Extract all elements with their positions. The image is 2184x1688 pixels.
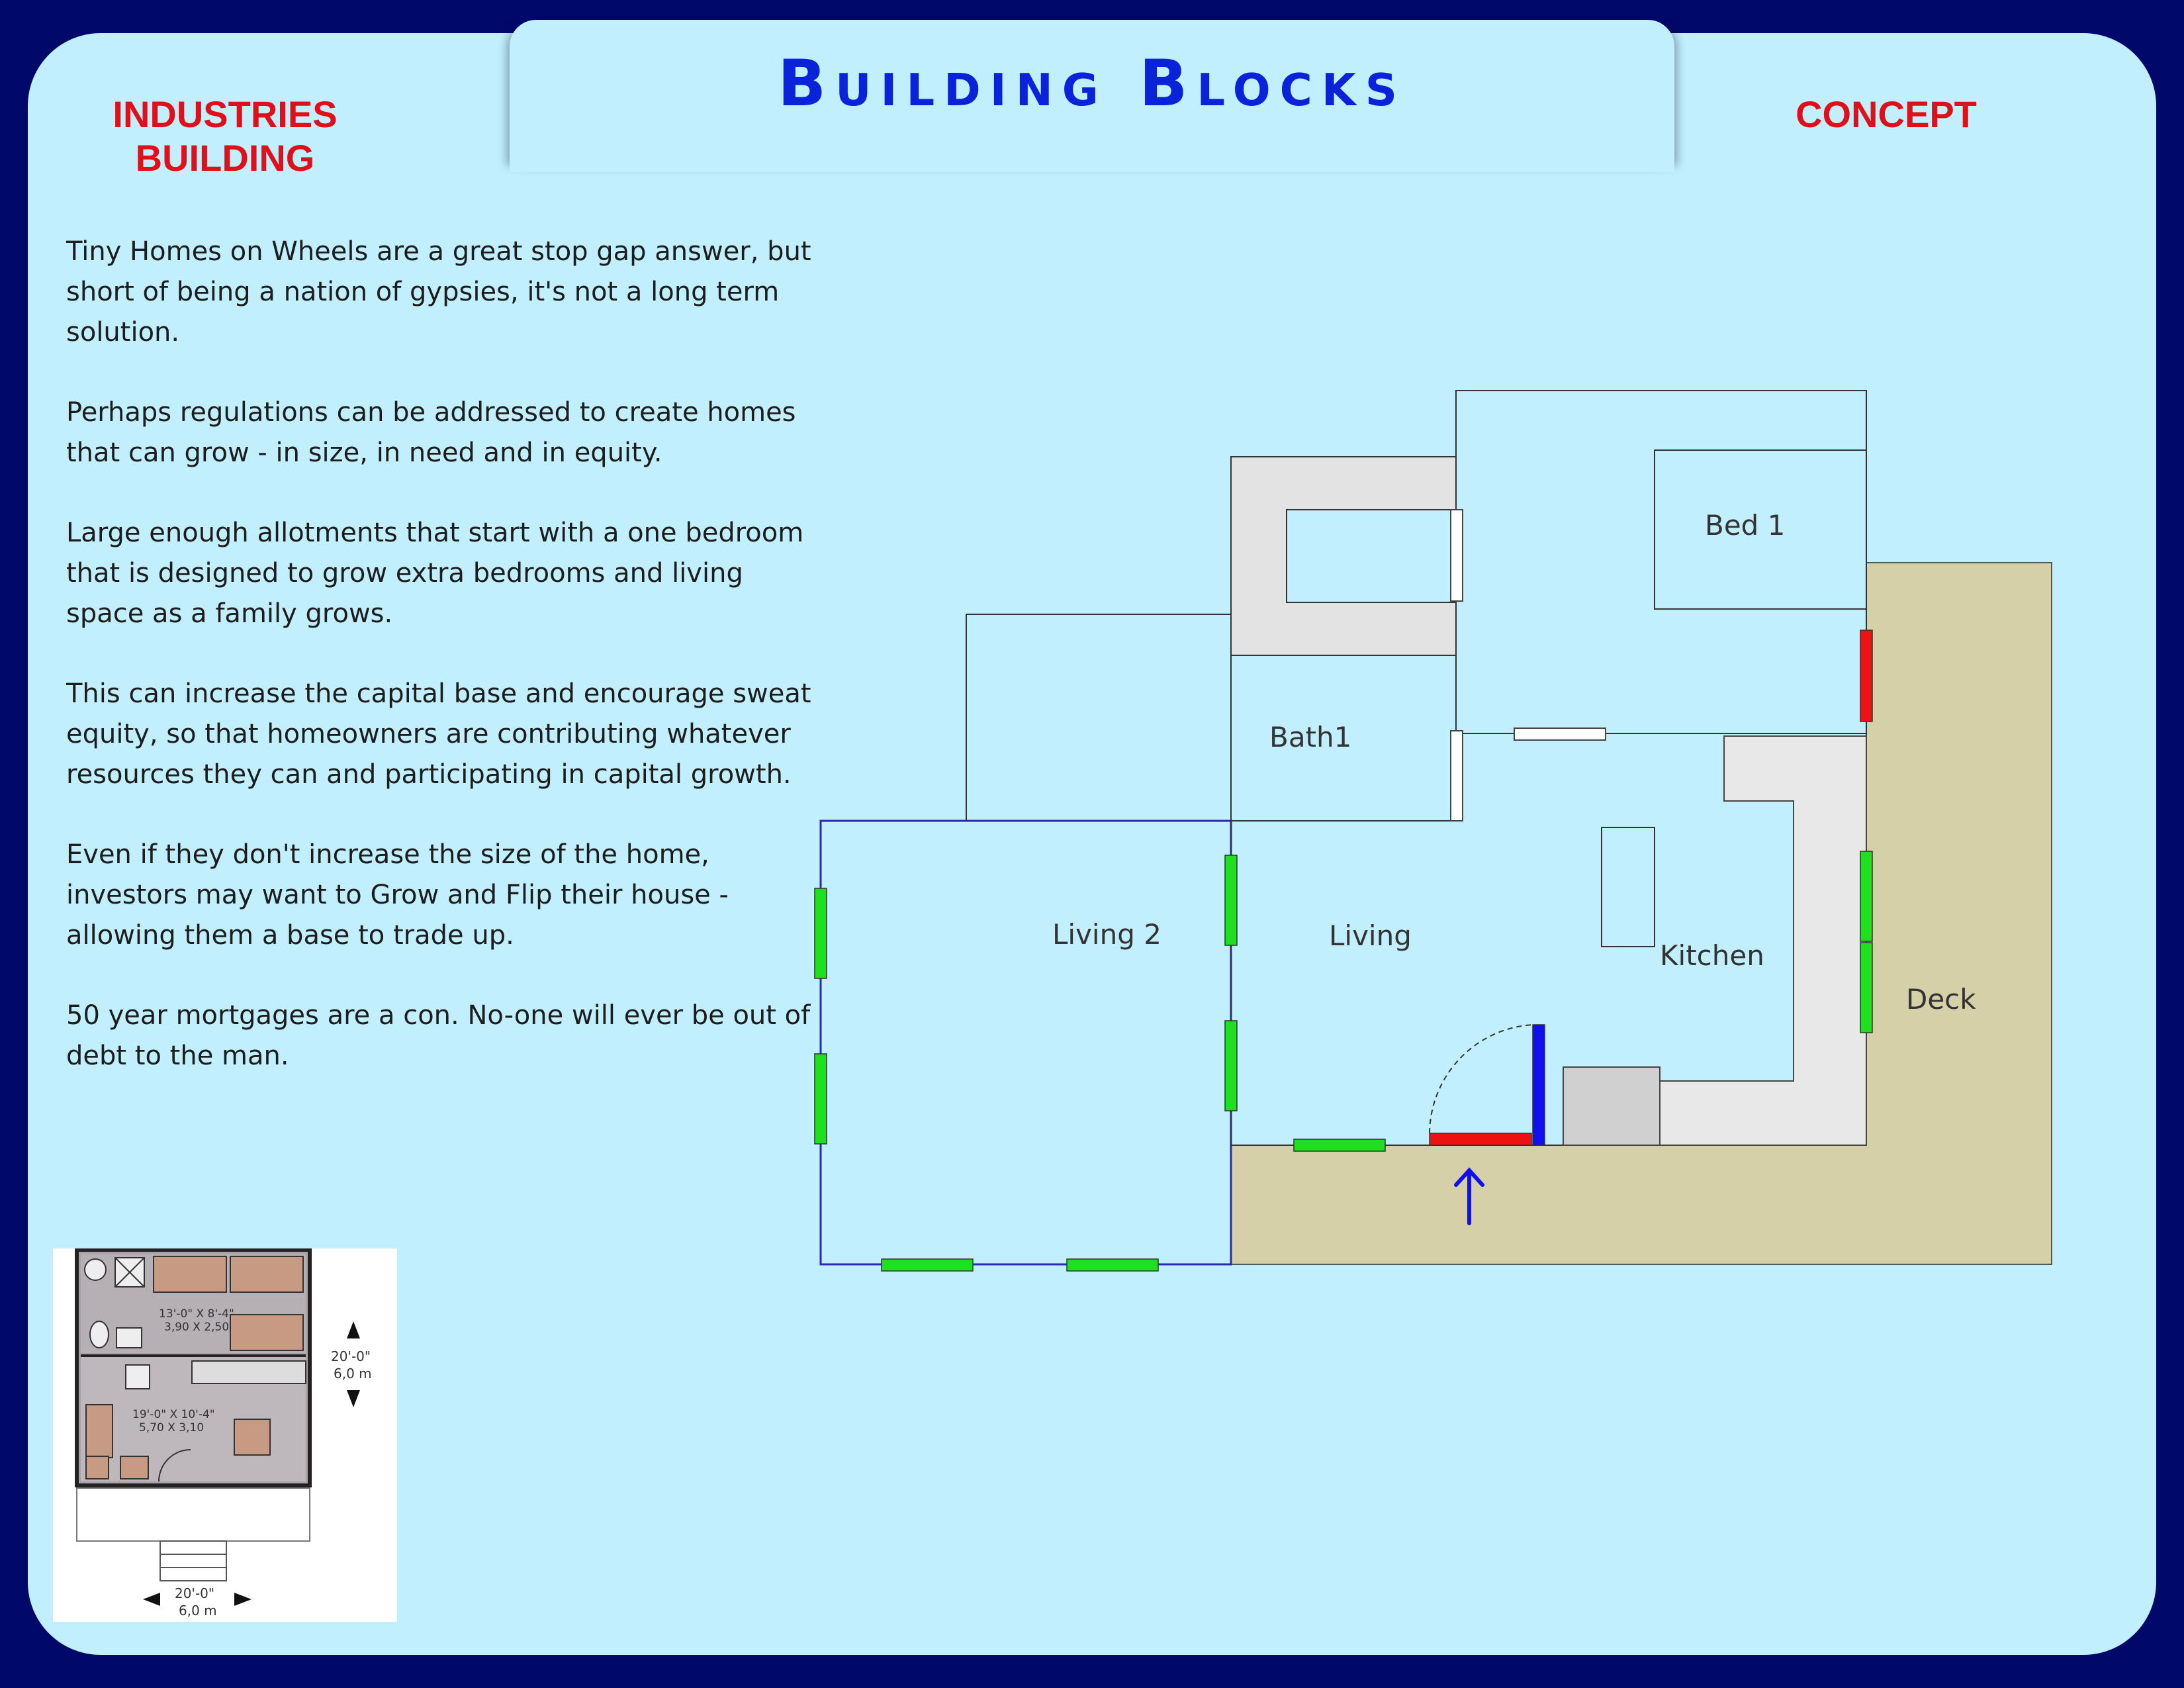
thumb-chair-icon [120, 1456, 148, 1479]
door-swing-arc [1430, 1025, 1533, 1133]
thumb-counter-icon [192, 1361, 306, 1383]
window [1225, 1021, 1237, 1111]
thumb-width-dim-2: 6,0 m [179, 1603, 217, 1618]
page-title: Building Blocks [777, 46, 1406, 120]
appliance-block [1563, 1067, 1660, 1145]
bath-door [1451, 731, 1463, 821]
entry-door-open-leaf [1533, 1025, 1545, 1145]
bedroom-door [1514, 728, 1606, 740]
window [815, 1054, 827, 1144]
thumb-arrow-up-icon [347, 1321, 360, 1338]
thumb-fixture-icon [85, 1259, 106, 1280]
room-label-bath1: Bath1 [1269, 721, 1352, 753]
deck-area [1231, 563, 2052, 1264]
thumb-bed-icon [154, 1256, 226, 1292]
thumb-washer-icon [126, 1365, 150, 1389]
thumb-bed-icon [230, 1256, 303, 1292]
closet-inner [1287, 510, 1456, 602]
room-label-living2: Living 2 [1052, 918, 1161, 951]
reference-floorplan-thumbnail [53, 1248, 397, 1622]
room-label-deck: Deck [1906, 983, 1976, 1015]
left-label-line2: BUILDING [135, 137, 315, 179]
thumb-steps [160, 1541, 226, 1581]
concept-label: CONCEPT [1796, 93, 1977, 135]
thumb-bed-icon [230, 1315, 303, 1350]
window [882, 1259, 973, 1271]
window [1294, 1139, 1385, 1151]
thumb-sink-icon [116, 1328, 142, 1348]
thumb-arrow-left-icon [143, 1593, 160, 1606]
living2-room [821, 821, 1231, 1264]
window [1860, 943, 1872, 1033]
room-label-living: Living [1329, 919, 1412, 952]
paragraph-3: Large enough allotments that start with a one bedroom that is designed to grow extra bedrooms and living space as a family grows. [66, 518, 804, 629]
closet-door [1451, 510, 1463, 601]
paragraph-2: Perhaps regulations can be addressed to create homes that can grow - in size, in need and in equity. [66, 397, 796, 468]
window [1860, 851, 1872, 941]
thumb-toilet-icon [90, 1321, 109, 1348]
paragraph-5: Even if they don't increase the size of the home, investors may want to Grow and Flip their house - allowing them a base to trade up. [66, 839, 729, 951]
upper-left-room [966, 614, 1231, 821]
thumb-bedroom-dims-2: 3,90 X 2,50 [164, 1321, 230, 1334]
paragraph-1: Tiny Homes on Wheels are a great stop gap answer, but short of being a nation of gypsies, it's not a long term solution. [66, 236, 811, 348]
thumb-porch [77, 1488, 310, 1541]
paragraph-6: 50 year mortgages are a con. No-one will ever be out of debt to the man. [66, 1000, 811, 1071]
window [815, 888, 827, 978]
deck-door [1860, 630, 1872, 722]
left-label-line1: INDUSTRIES [113, 93, 338, 135]
thumb-chair-icon [86, 1456, 109, 1479]
thumb-arrow-right-icon [234, 1593, 251, 1606]
paragraph-4: This can increase the capital base and encourage sweat equity, so that homeowners are contributing whatever resources they can and participating in capital growth. [66, 679, 811, 790]
window [1225, 855, 1237, 945]
room-label-kitchen: Kitchen [1660, 939, 1764, 972]
kitchen-island [1602, 827, 1655, 947]
window [1067, 1259, 1158, 1271]
thumb-arrow-down-icon [347, 1390, 360, 1407]
thumb-living-dims-2: 5,70 X 3,10 [139, 1421, 205, 1434]
thumb-bedroom-dims-1: 13'-0" X 8'-4" [159, 1307, 234, 1321]
thumb-table-icon [234, 1419, 270, 1455]
thumb-width-dim-1: 20'-0" [175, 1585, 215, 1601]
thumb-depth-dim-2: 6,0 m [334, 1366, 372, 1382]
thumb-living-dims-1: 19'-0" X 10'-4" [132, 1408, 215, 1421]
room-label-bed1: Bed 1 [1705, 509, 1786, 541]
thumb-sofa-icon [86, 1405, 113, 1458]
entry-door [1430, 1133, 1531, 1145]
thumb-depth-dim-1: 20'-0" [331, 1348, 371, 1364]
